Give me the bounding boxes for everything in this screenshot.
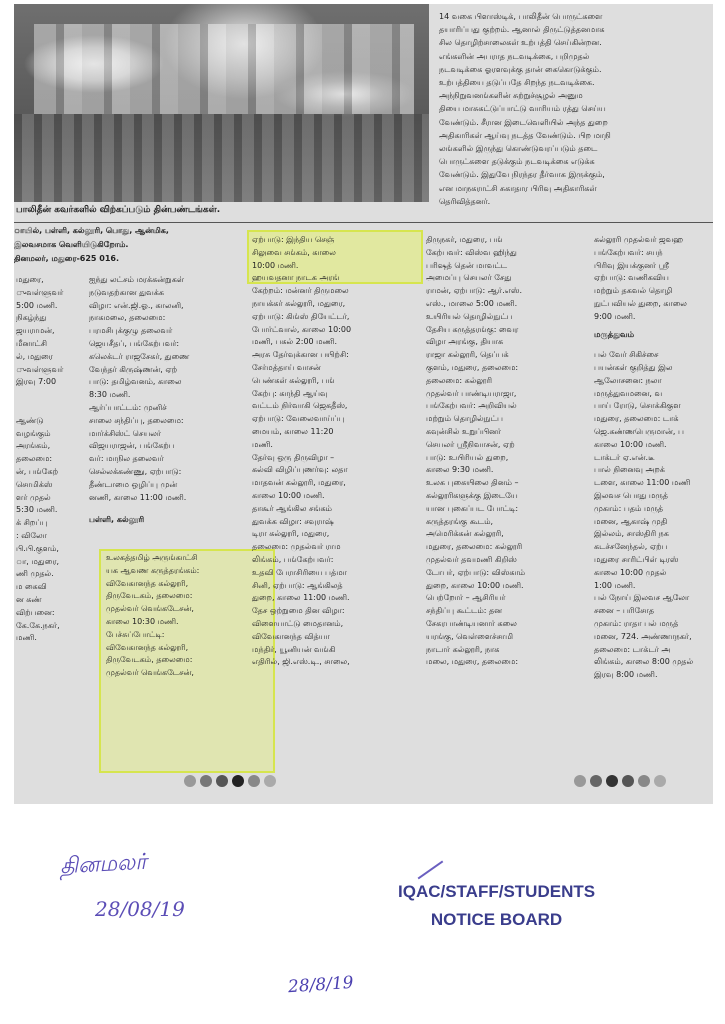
stamp-line-2: NOTICE BOARD <box>430 910 563 929</box>
column-line: லிங்கம், பங்கேற்பவர்: <box>252 554 334 564</box>
dot <box>654 775 666 787</box>
check-mark <box>411 851 444 880</box>
column-line: தலைமை: கல்லூரி <box>426 375 492 385</box>
column-line: சனை – பரிசோத <box>594 606 655 616</box>
column-line: சேர்மத்தாய் வாசன் <box>252 362 321 372</box>
story-line: 14 வகை பிளாஸ்டிக், பாலிதீன் பொருட்களை <box>439 12 603 21</box>
column-line: : விலோ <box>16 530 47 540</box>
column-line: ா, மதுரை, <box>16 556 59 566</box>
column-line: உயிரியல் தொழில்நுட்ப <box>426 311 513 321</box>
column-5 <box>594 234 712 682</box>
column-line: யக ஆவண கருத்தரங்கம்: <box>106 565 200 575</box>
column-line: முதல்வர் பாண்டியராஜா, <box>426 388 517 398</box>
story-line: வேண்டும். இதுவே நிரந்தர தீர்வாக இருக்கும், <box>439 170 605 180</box>
column-line: பங்கேற்பவர்: சயந் <box>594 247 663 257</box>
column-line: காலை 10:00 மணி. <box>594 439 667 449</box>
column-line: மையம், காலை 11:20 <box>252 426 334 436</box>
column-line: நுட்பவியல் துறை, காலை <box>594 298 687 308</box>
story-line: சில தொழிற்சாலைகள் உற்பத்தி செய்கின்றன. <box>439 38 602 48</box>
column-line: பி.பி.குளம், <box>16 543 59 553</box>
story-line: அதிகாரிகள் ஆய்வு நடத்த வேண்டும். பிற மாநி <box>439 130 611 140</box>
column-line: துறை, காலை 11:00 மணி. <box>252 593 350 603</box>
column-line: தேச ஒற்றுமை தின விழா: <box>252 606 345 616</box>
column-line: பேச்சுப்போட்டி: <box>106 629 165 639</box>
section-divider <box>14 222 713 223</box>
column-line: தலைமை: டாக்டர் அ <box>594 644 671 654</box>
notice-board-stamp <box>398 878 595 934</box>
column-line: பாய் ரோடு, சொக்கிகுள <box>594 401 681 411</box>
column-line: பெண்கள் கல்லூரி, பங் <box>252 375 335 385</box>
story-line: தயாரிப்பது குற்றம். ஆனால் திருட்டுத்தனமாக <box>439 25 605 35</box>
handwritten-initials-date: 28/8/19 <box>287 972 355 998</box>
dot <box>200 775 212 787</box>
column-line: ன், பங்கேற் <box>16 466 59 476</box>
column-line: 8:30 மணி. <box>89 390 131 400</box>
column-line: துவக்க விழா: சவுராஷ் <box>252 516 334 526</box>
column-line: முகாம்: பதம் மருத் <box>594 503 664 513</box>
column-line: காலை 9:30 மணி. <box>426 465 494 475</box>
column-line: மருத்துவமனை, வ <box>594 388 663 398</box>
stamp-line-1: IQAC/STAFF/STUDENTS <box>398 882 596 901</box>
column-line: மலை, மதுரை, தலைமை: <box>426 657 519 667</box>
column-line: தீண்டாமை ஒழிப்பு முன் <box>89 479 178 489</box>
column-line: வழங்கும் <box>16 428 51 438</box>
column-line: திருவேடகம், தலைமை: <box>106 655 193 665</box>
column-line: துறை, காலை 10:00 மணி. <box>426 580 524 590</box>
column-line: டாக்டர் ஏ.என்.டீ <box>594 452 655 462</box>
column-line: அரசு தேர்வுக்கான பயிற்சி: <box>252 350 349 360</box>
column-line: ல், மதுரை <box>16 351 53 361</box>
dot <box>216 775 228 787</box>
column-2 <box>89 274 249 504</box>
column-line: மணி. <box>252 439 273 449</box>
column-line: சந்திப்பு கூட்டம்: தன <box>426 606 502 616</box>
column-line: மனை, 724. அண்ணாநகர், <box>594 631 692 641</box>
column-line: ணி முதல். <box>16 569 54 579</box>
column-line: அரங்கம், <box>16 441 51 451</box>
column-line: தேர்வு ஒரு திருவிழா – <box>252 452 335 462</box>
column-line: விஜயராஜன், பங்கேற்ப <box>89 441 175 451</box>
dot <box>606 775 618 787</box>
dot <box>590 775 602 787</box>
column-line: பெற்றோர் – ஆசிரியர் <box>426 593 506 603</box>
column-line: ஜெயசீதப், பங்கேற்பவர்: <box>89 338 180 348</box>
column-line: ஜெ.கண்ணபெருமான், ப <box>594 426 684 436</box>
column-line: விவேகானந்த கல்லூரி, <box>106 642 189 652</box>
dot <box>574 775 586 787</box>
column-line: பல் வேர் சிகிச்சை <box>594 350 659 360</box>
photo-caption: பாலிதீன் கவர்களில் விற்கப்படும் தின்பண்டங்கள். <box>16 205 221 215</box>
column-line: முதல்வர் வெங்கடேசன், <box>106 604 194 614</box>
column-line: ஏற்பாடு: இந்திய செஞ் <box>252 235 335 244</box>
column-line: மணி. <box>16 633 37 643</box>
dot <box>622 775 634 787</box>
column-line: காலை 10:30 மணி. <box>106 616 179 626</box>
column-1 <box>16 274 78 645</box>
column-line: கேற்பு: காந்தி ஆய்வு <box>252 388 328 398</box>
column-line: யான புகைப்பட போட்டி: <box>426 503 519 513</box>
column-line: உலகத்தமிழ் அருங்காட்சி <box>106 553 198 562</box>
column-line: முதல்வர் வெங்கடேசன், <box>106 668 194 678</box>
handwritten-date: 28/08/19 <box>95 897 185 921</box>
column-line: நாயக்கர் கல்லூரி, மதுரை, <box>252 298 346 308</box>
column-line: காலை 10:00 முதல் <box>594 567 667 577</box>
column-line: இல்லம், சாஸ்திரி நக <box>594 529 669 539</box>
column-line: செல்லக்கண்ணு, ஏற்பாடு: <box>89 466 182 476</box>
column-line: வர்: மாநில தலைவர் <box>89 454 164 464</box>
column-line: ஹயவதனா நாடக அரங் <box>252 273 340 283</box>
column-line: வட்டம் நிர்வாகி ஜெகதீஸ், <box>252 401 348 411</box>
story-line: என மாநகராட்சி சுகாதார பிரிவு அதிகாரிகள் <box>439 183 597 193</box>
column-line: சாலை சந்திப்பு, தலைமை: <box>89 415 184 425</box>
address-line: தினமலர், மதுரை-625 016. <box>14 254 120 263</box>
column-line <box>16 402 78 415</box>
column-line: விவேகானந்த கல்லூரி, <box>106 578 189 588</box>
column-line: திருவேடகம், தலைமை: <box>106 591 193 601</box>
column-line: உலக புகையிலை தினம் – <box>426 478 519 488</box>
column-line: மந்திர், யூனியன் வங்கி <box>252 644 336 654</box>
column-line: ன கண் <box>16 594 42 604</box>
column-line: டோபர், ஏற்பாடு: விஸ்காம் <box>426 567 526 577</box>
column-line: 9:00 மணி. <box>594 311 636 321</box>
column-line: கடச்சனேந்தல், ஏற்ப <box>594 542 668 552</box>
column-line: மற்றும் தகவல் தொழி <box>594 286 673 296</box>
story-line: லங்களில் இருந்து கொண்டுவரப்படும் தடை <box>439 144 598 154</box>
column-line: யரங்கு, வெள்ளைச்சாமி <box>426 631 513 641</box>
dot <box>248 775 260 787</box>
column-line: ுவள்ளுவர் <box>16 364 64 374</box>
column-line: கல்லூரிகளுக்கு இடையே <box>426 490 518 500</box>
column-line: தாகூர் ஆங்கில சங்கம் <box>252 503 332 513</box>
column-line: டளை, காலை 11:00 மணி <box>594 478 691 488</box>
column-line: லிங்கம், காலை 8:00 முதல் <box>594 657 694 667</box>
column-line: ஏற்பாடு: கிங்ஸ் தியேட்டர், <box>252 311 350 321</box>
column-line: தேசிய கருத்தரங்கு: வைர <box>426 324 519 334</box>
column-line: ளர் முதல் <box>16 492 51 502</box>
column-line: ராஜா கல்லூரி, தெப்பக் <box>426 350 509 360</box>
column-line: கே.கே.நகர், <box>16 620 60 630</box>
column-line: கேற்றம்: மன்னர் திருமலை <box>252 286 349 296</box>
column-line: நாடார் கல்லூரி, நாக <box>426 644 500 654</box>
ad-dot-strip <box>14 771 713 791</box>
column-line: பல் நோய் இலவச ஆலோ <box>594 593 690 603</box>
column-line: ஆர்ப்பாட்டம்: முனிச் <box>89 402 167 412</box>
story-line: தெரிவித்தனர். <box>439 196 491 206</box>
column-line <box>16 389 78 402</box>
column-line: சிலுவை சங்கம், காலை <box>252 247 336 257</box>
column-line: பயன்கள் குறித்து இல <box>594 362 673 372</box>
column-line: எதிரில், ஜி.எஸ்.டி., சாலை, <box>252 657 350 667</box>
notice-header-line: ாயில், பள்ளி, கல்லூரி, பொது, ஆன்மிக, <box>14 226 169 235</box>
dot <box>638 775 650 787</box>
column-line: பிரிவு இயக்குனர் ஸ்ரீ <box>594 260 669 270</box>
column-4 <box>426 234 586 669</box>
story-line: வேண்டும். சீரான இடைவெளியில் அந்த துறை <box>439 117 608 127</box>
column-line: மதுரை சாரிட்பிள் டிரஸ் <box>594 554 679 564</box>
column-line: பால் நினைவு அறக் <box>594 465 665 475</box>
column-line: மதுரை, <box>16 275 44 284</box>
column-line: முகாம்: ராதா பல் மருத் <box>594 618 679 628</box>
dot <box>232 775 244 787</box>
news-story <box>439 10 707 208</box>
column-line: இலவச பொது மருத் <box>594 490 668 500</box>
column-line: நிகழ்ந்து <box>16 313 47 323</box>
column-line: இரவு 8:00 மணி. <box>594 670 658 680</box>
column-line: எஸ்., மாலை 5:00 மணி. <box>426 298 518 308</box>
column-line: 1:00 மணி. <box>594 580 636 590</box>
handwritten-newspaper-name: தினமலர் <box>59 849 148 880</box>
column-line: சேகரபாண்டியனார் கலை <box>426 618 517 628</box>
column-line: ுவள்ளுவர் <box>16 287 64 297</box>
column-line: 10:00 மணி. <box>252 260 299 270</box>
column-line: ராமன், ஏற்பாடு: ஆர்.எஸ். <box>426 286 522 296</box>
column-line: செயலர் ஸ்ரீநிவாசன், ஏற் <box>426 439 515 449</box>
column-line: ஆண்டு <box>16 415 44 425</box>
column-line: விற்பனை: <box>16 607 55 617</box>
column-line: தலைமை: முதல்வர் ராம <box>252 542 341 552</box>
column-line: கவுன்சில் உறுப்பினர் <box>426 426 502 436</box>
column-line: மணி, பகல் 2:00 மணி. <box>252 337 338 347</box>
story-line: உற்பத்தியை தடுப்பதே சிறந்த நடவடிக்கை. <box>439 78 595 88</box>
column-line: கல்வி விழிப்புணர்வு: லதா <box>252 465 348 475</box>
column-line: கருத்தரங்கு கூடம், <box>426 516 494 526</box>
story-line: தியை மாசுகட்டுப்பாட்டு வாரியம் ரத்து செய்ய <box>439 104 606 114</box>
column-line: காலை 10:00 மணி. <box>252 490 325 500</box>
dot <box>264 775 276 787</box>
newspaper-clipping <box>14 4 713 804</box>
column-line: மாதவன் கல்லூரி, மதுரை, <box>252 478 346 488</box>
dot <box>184 775 196 787</box>
column-line: மதுரை, தலைமை: கல்லூரி <box>426 542 523 552</box>
story-line: நடவடிக்கை ஓரளவுக்கு தான் கைகொடுக்கும். <box>439 64 602 74</box>
column-line: கல்லூரி முதல்வர் ஜவஹ <box>594 235 684 244</box>
column-line: கலெக்டர் ராஜசேகர், துணை <box>89 351 190 361</box>
column-line: ஏற்பாடு: வேலைவாய்ப்பு <box>252 414 345 424</box>
column-line: மனை, ஆகாஷ் முதி <box>594 516 668 526</box>
column-line: மீனாட்சி <box>16 338 48 348</box>
column-line: விழா: என்.ஜி.ஓ., காலனி, <box>89 300 184 310</box>
column-line: 5:00 மணி. <box>16 300 58 310</box>
column-line: னணி, காலை 11:00 மணி. <box>89 492 187 502</box>
column-line: உதவி பேராசிரியை பத்மா <box>252 567 347 577</box>
column-line: ஐந்து லட்சம் மரக்கன்றுகள் <box>89 275 185 284</box>
column-line: பாடு: உயிரியல் துறை, <box>426 452 509 462</box>
column-line: நடுவதற்கான துவக்க <box>89 287 165 297</box>
column-line: திருநகர், மதுரை, பங் <box>426 235 503 244</box>
snack-packets <box>34 24 414 114</box>
column-line: முதல்வர் தவமணி கிறிஸ் <box>426 554 517 564</box>
column-line: சொமிக்ஸ் <box>16 479 53 489</box>
column-line: பரிஷத் தென் மாவட்ட <box>426 260 508 270</box>
column-2b <box>106 552 266 680</box>
column-line: டிரா கல்லூரி, மதுரை, <box>252 529 330 539</box>
column-line: ஏற்பாடு: வணிகவிய <box>594 273 669 283</box>
story-line: அந்நிறுவனங்களின் சுற்றுச்சூழல் அனும <box>439 91 583 101</box>
column-line: பரமசிபுக்குழு தலைவர் <box>89 326 173 336</box>
column-line: மதுரை, தலைமை: டாக் <box>594 414 679 424</box>
column-line: இரவு 7:00 <box>16 377 57 387</box>
column-line: நாகமலை, தலைமை: <box>89 313 166 323</box>
column-line: மார்க்சிஸ்ட் செயலர் <box>89 428 162 438</box>
column-line: அமெரிக்கன் கல்லூரி, <box>426 529 504 539</box>
column-line: க் சிறப்பு <box>16 518 48 528</box>
notice-header-line-2: இலவசமாக வெளியிடுகிறோம். <box>14 240 129 249</box>
column-line: ம கைவி <box>16 582 47 592</box>
column-line: பங்கேற்பவர்: அறிவியல் <box>426 401 517 411</box>
shop-stall <box>14 114 429 202</box>
column-line: ஆலோசனை: நலா <box>594 375 662 385</box>
column-line: குளம், மதுரை, தலைமை: <box>426 362 519 372</box>
section-medical-heading: மருத்துவம் <box>594 330 635 339</box>
column-line: அமைப்பு செயலர் சேது <box>426 273 512 283</box>
news-photo <box>14 4 429 202</box>
column-line: ஜயராமன், <box>16 326 55 336</box>
story-line: எங்களின் அபராத நடவடிக்கை, பறிமுதல் <box>439 51 590 61</box>
column-3 <box>252 234 417 669</box>
column-line: விழா அரங்கு, தியாக <box>426 337 504 347</box>
column-line: தலைமை: <box>16 454 53 464</box>
column-line: 5:30 மணி. <box>16 505 58 515</box>
column-line: விவேகானந்த வித்யா <box>252 631 330 641</box>
column-line: சினி, ஏற்பாடு: ஆங்கிலத் <box>252 580 343 590</box>
column-line: பாடு: தமிழ்வனம், காலை <box>89 377 182 387</box>
column-line: மற்றும் தொழில்நுட்ப <box>426 414 503 424</box>
story-line: பொருட்களை தடுக்கும் நடவடிக்கை எடுக்க <box>439 157 595 167</box>
section-college-heading: பள்ளி, கல்லூரி <box>89 515 145 524</box>
column-line: போர்ட்வால், காலை 10:00 <box>252 324 352 334</box>
column-line: விளையாட்டு மைதானம், <box>252 618 344 628</box>
column-line: வேந்தர் கிருஷ்ணன், ஏற் <box>89 364 178 374</box>
column-line: கேற்பவர்: விஸ்வ ஹிந்து <box>426 247 517 257</box>
